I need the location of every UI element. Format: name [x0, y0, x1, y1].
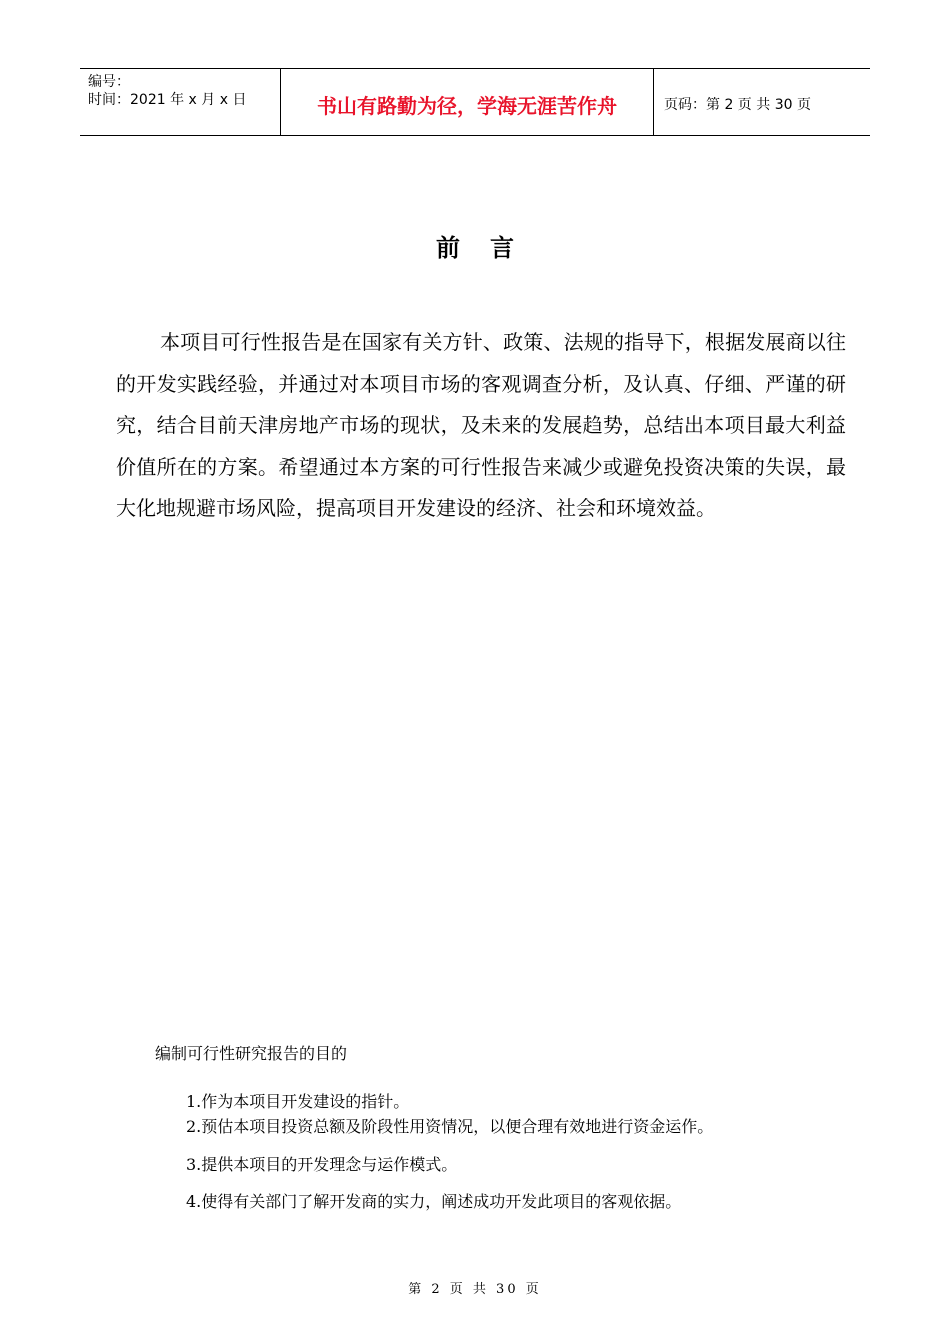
list-item: 1.作为本项目开发建设的指针。 — [186, 1092, 410, 1111]
code-label: 编号： — [88, 74, 130, 90]
list-item: 4.使得有关部门了解开发商的实力，阐述成功开发此项目的客观依据。 — [186, 1192, 682, 1211]
header-page-info: 页码：第 2 页 共 30 页 — [664, 97, 811, 113]
preface-paragraph: 本项目可行性报告是在国家有关方针、政策、法规的指导下，根据发展商以往的开发实践经验，并通过对本项目市场的客观调查分析，及认真、仔细、严谨的研究，结合目前天津房地产市场的现状，及未来的发展趋势，总结出本项目最大利益价值所在的方案。希望通过本方案的可行性报告来减少或避免投资决策的失误，最大化地规避市场风险，提高项目开发建设的经济、社会和环境效益。 — [116, 330, 846, 520]
list-item: 3.提供本项目的开发理念与运作模式。 — [186, 1155, 458, 1174]
header-meta-cell — [80, 69, 281, 135]
time-label: 时间：2021 年 x 月 x 日 — [88, 92, 247, 108]
page-footer: 第 2 页 共 30 页 — [408, 1282, 542, 1297]
purpose-list — [186, 1089, 713, 1226]
list-item: 2.预估本项目投资总额及阶段性用资情况，以便合理有效地进行资金运作。 — [186, 1117, 714, 1136]
header-table — [80, 68, 870, 136]
header-motto: 书山有路勤为径，学海无涯苦作舟 — [281, 69, 654, 135]
page-title: 前言 — [436, 234, 544, 262]
purpose-heading: 编制可行性研究报告的目的 — [155, 1044, 348, 1063]
